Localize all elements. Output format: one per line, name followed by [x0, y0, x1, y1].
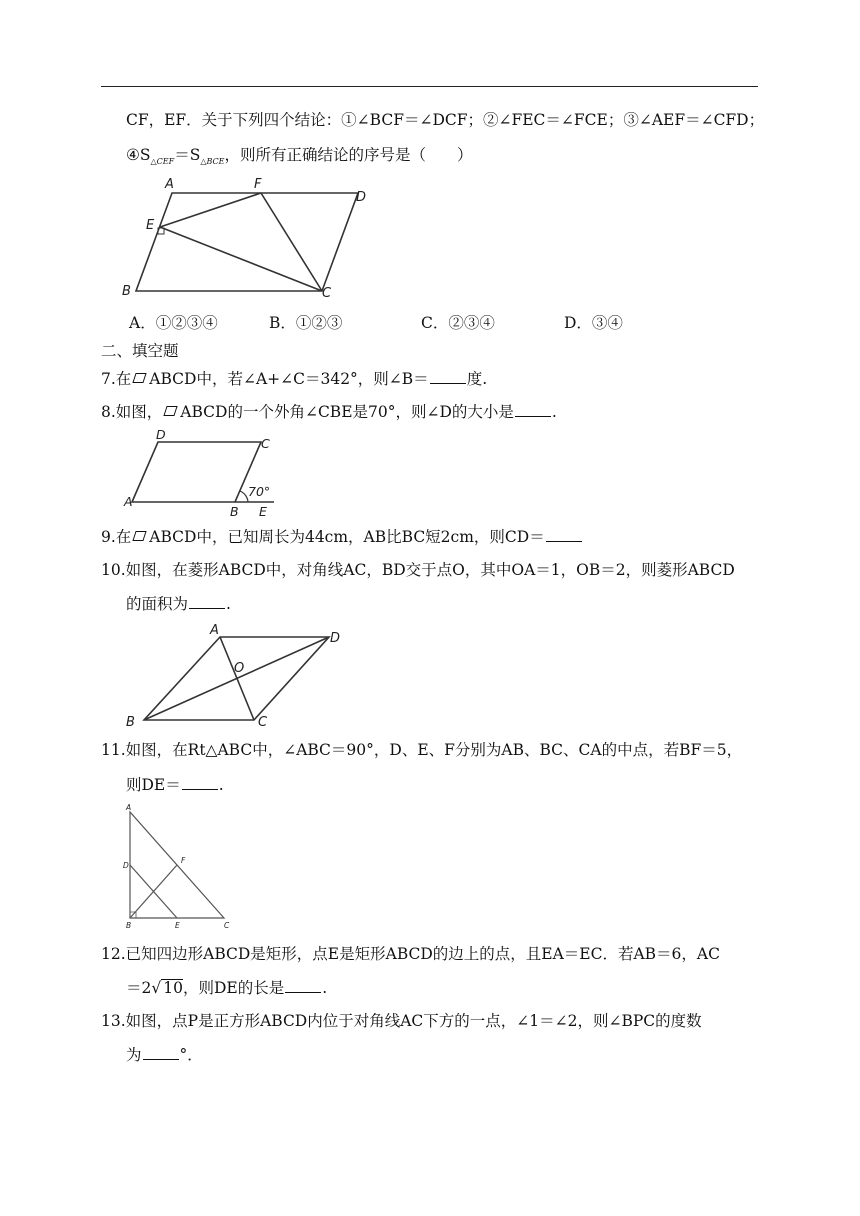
q6-line1: CF，EF．关于下列四个结论：①∠BCF＝∠DCF；②∠FEC＝∠FCE；③∠AEF＝∠CFD； — [126, 111, 765, 129]
q12-answer-blank[interactable] — [285, 978, 321, 993]
q6-option-a: A．①②③④ — [129, 314, 218, 332]
q6-option-d: D．③④ — [564, 314, 623, 332]
q10-line2: 的面积为 . — [126, 595, 231, 613]
q12-line1: 12.已知四边形ABCD是矩形，点E是矩形ABCD的边上的点，且EA＝EC．若AB＝6，AC — [101, 945, 720, 963]
q11-label-c: C — [224, 921, 230, 930]
q10-label-c: C — [258, 715, 268, 730]
q13-line1: 13.如图，点P是正方形ABCD内位于对角线AC下方的一点，∠1＝∠2，则∠BPC的度数 — [101, 1012, 702, 1030]
parallelogram-icon — [164, 406, 178, 416]
q8-angle-label: 70° — [248, 484, 271, 499]
q7: 7.在 ABCD中，若∠A+∠C＝342°，则∠B＝ 度. — [101, 370, 488, 388]
q6-label-d: D — [356, 190, 367, 205]
q8-label-b: B — [230, 504, 239, 519]
sqrt-radicand: 10 — [163, 979, 183, 997]
q6-option-c: C．②③④ — [421, 314, 495, 332]
q10-label-a: A — [210, 623, 219, 638]
q10-figure — [122, 622, 358, 730]
q10-line1: 10.如图，在菱形ABCD中，对角线AC，BD交于点O，其中OA＝1，OB＝2，则菱形ABCD — [101, 561, 735, 579]
q6-label-c: C — [322, 286, 332, 301]
parallelogram-icon — [133, 531, 147, 541]
q13-line2: 为 °． — [126, 1046, 203, 1064]
q11-line1: 11.如图，在Rt△ABC中，∠ABC＝90°，D、E、F分别为AB、BC、CA的中点，若BF＝5， — [101, 741, 743, 759]
q6-figure — [120, 175, 380, 305]
section-heading: 二、填空题 — [101, 342, 179, 360]
q7-answer-blank[interactable] — [430, 369, 466, 384]
q11-label-e: E — [175, 921, 180, 930]
q12-line2: ＝2√ 10，则DE的长是 . — [126, 979, 328, 997]
q8-label-c: C — [261, 436, 270, 451]
q8-answer-blank[interactable] — [515, 402, 551, 417]
sqrt-symbol: √ — [151, 979, 162, 997]
q8: 8.如图， ABCD的一个外角∠CBE是70°，则∠D的大小是 . — [101, 403, 557, 421]
q10-label-b: B — [126, 715, 135, 730]
q10-label-o: O — [234, 661, 245, 676]
q6-line2: $④S_{\triangle CEF}=S_{\triangle BCE}$，则所有正确结论的序号是（ ） — [126, 146, 473, 166]
parallelogram-icon — [133, 373, 147, 383]
q10-answer-blank[interactable] — [189, 594, 225, 609]
header-rule — [101, 86, 758, 87]
q8-label-a: A — [124, 494, 133, 509]
q8-figure — [122, 428, 282, 520]
q11-label-b: B — [126, 921, 132, 930]
q6-label-f: F — [254, 177, 262, 192]
q11-label-a: A — [126, 803, 132, 812]
q6-label-e: E — [146, 218, 155, 233]
q11-answer-blank[interactable] — [182, 775, 218, 790]
q11-figure — [120, 802, 240, 932]
q13-answer-blank[interactable] — [143, 1045, 179, 1060]
q11-label-f: F — [181, 856, 186, 865]
q6-label-a: A — [165, 177, 174, 192]
q9: 9.在 ABCD中，已知周长为44cm，AB比BC短2cm，则CD＝ — [101, 527, 583, 547]
q11-line2: 则DE＝ . — [126, 776, 224, 794]
q8-label-e: E — [259, 504, 267, 519]
q11-label-d: D — [123, 861, 129, 870]
q10-label-d: D — [330, 631, 341, 646]
q6-option-b: B．①②③ — [269, 314, 343, 332]
q9-answer-blank[interactable] — [546, 527, 582, 542]
q6-label-b: B — [122, 284, 131, 299]
q8-label-d: D — [156, 427, 166, 442]
